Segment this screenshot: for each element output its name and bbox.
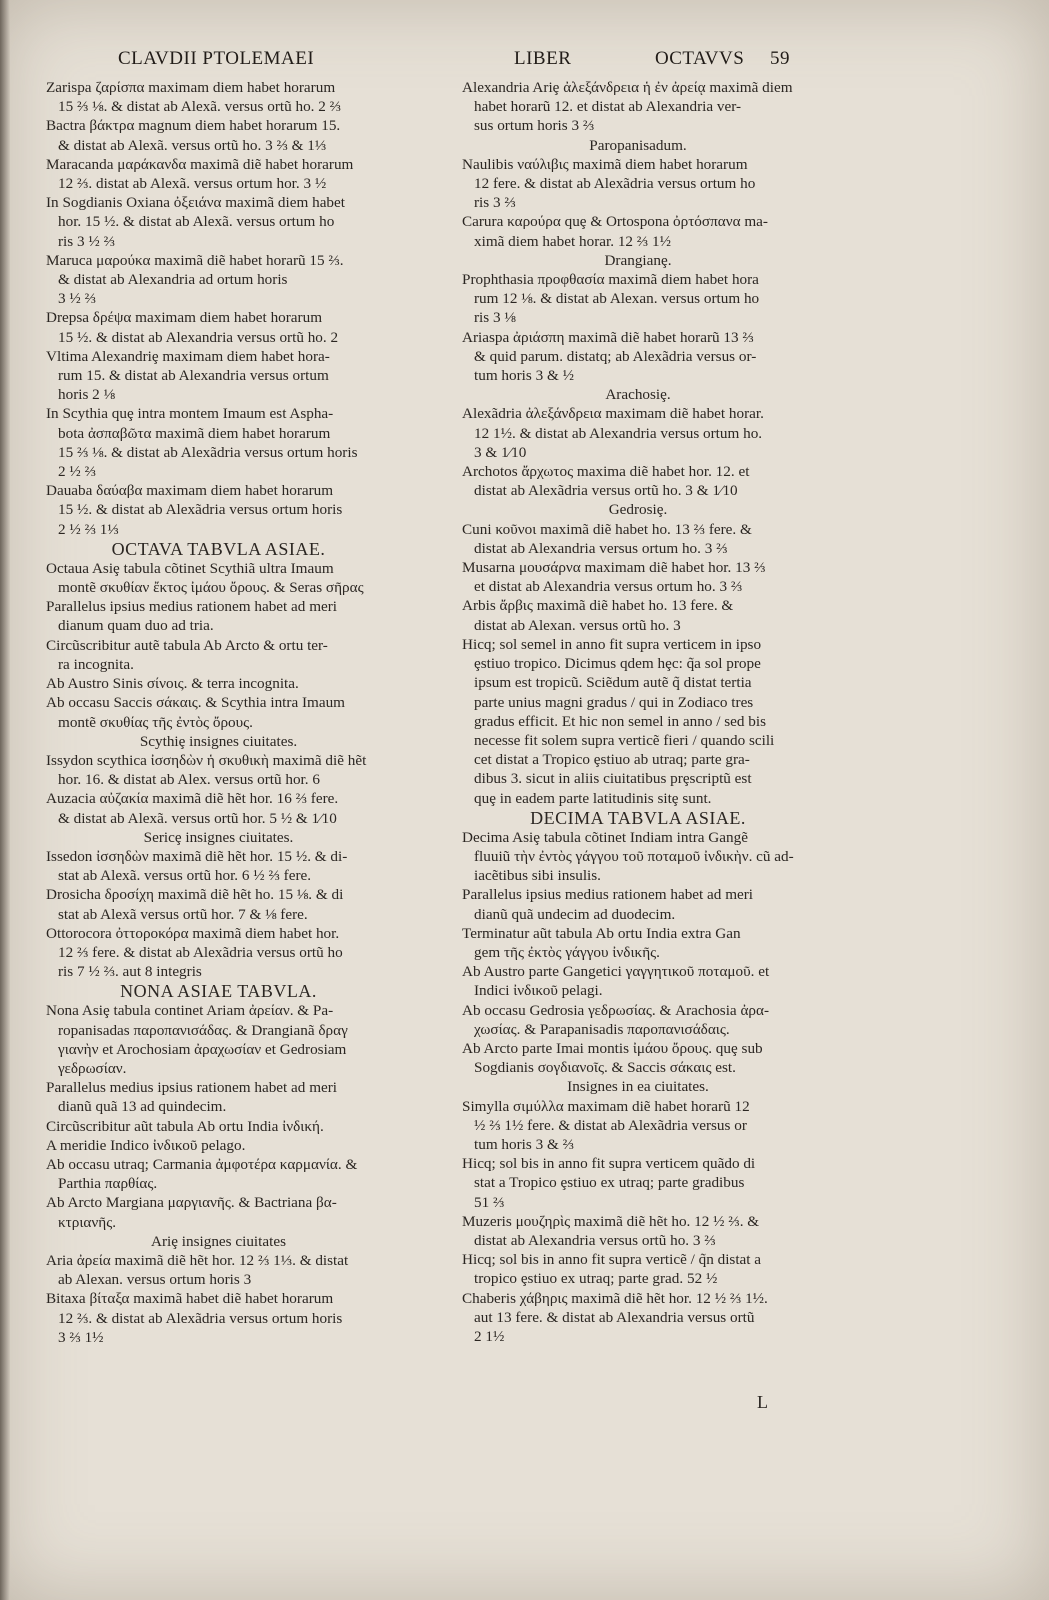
page-number: 59 — [770, 48, 790, 69]
text-line: parte unius magni gradus / qui in Zodiaco tres — [474, 693, 754, 711]
text-line: dianũ quã undecim ad duodecim. — [474, 905, 676, 923]
text-line: Alexandria Ariȩ ἀλεξάνδρεια ἡ ἐν ἀρείᾳ maximã diem — [462, 79, 793, 96]
text-line: dianũ quã 13 ad quindecim. — [58, 1098, 227, 1116]
text-line: ris 3 ⅔ — [474, 194, 516, 212]
subheading: Drangianȩ. — [604, 251, 672, 269]
text-line: Sogdianis σογδιανοῖς. & Saccis σάκαις est. — [474, 1059, 736, 1077]
section-heading: DECIMA TABVLA ASIAE. — [530, 807, 746, 828]
subheading: Scythiȩ insignes ciuitates. — [139, 732, 298, 750]
text-line: & distat ab Alexã. versus ortũ hor. 5 ½ & 1⁄10 — [58, 809, 337, 827]
text-line: κτριανῆς. — [58, 1213, 116, 1231]
text-line: ȩstiuo tropico. Dicimus qdem hȩc: q̃a sol prope — [474, 655, 761, 673]
text-line: 15 ½. & distat ab Alexãdria versus ortum horis — [58, 501, 343, 519]
text-line: 2 1½ — [474, 1328, 505, 1345]
text-line: Simylla σιμύλλα maximam diẽ habet horarũ 12 — [462, 1097, 750, 1115]
text-line: stat ab Alexã versus ortũ hor. 7 & ⅛ fere. — [58, 905, 308, 923]
text-line: Circũscribitur aũt tabula Ab ortu India ἰνδική. — [46, 1117, 324, 1135]
text-line: Parallelus medius ipsius rationem habet ad meri — [46, 1079, 338, 1097]
text-line: Issedon ἰσσηδὼν maximã diẽ hẽt hor. 15 ½. & di- — [46, 847, 348, 865]
text-line: ris 3 ½ ⅔ — [58, 232, 115, 250]
text-line: 12 ⅔. distat ab Alexã. versus ortum hor. 3 ½ — [58, 175, 327, 193]
text-line: Maracanda μαράκανδα maximã diẽ habet horarum — [46, 155, 354, 173]
text-line: dianum quam duo ad tria. — [58, 617, 214, 635]
text-line: χωσίας. & Parapanisadis παροπανισάδαις. — [474, 1020, 730, 1038]
text-line: ris 3 ⅛ — [474, 309, 516, 327]
subheading: Gedrosiȩ. — [608, 501, 668, 519]
text-line: Maruca μαρούκα maximã diẽ habet horarũ 15 ⅔. — [46, 251, 344, 269]
text-line: Cuni κοῦνοι maximã diẽ habet ho. 13 ⅔ fere. & — [462, 520, 752, 538]
text-line: In Scythia quȩ intra montem Imaum est Aspha- — [46, 405, 334, 423]
text-line: iacẽtibus sibi insulis. — [474, 867, 601, 885]
text-line: 2 ½ ⅔ — [58, 463, 96, 481]
text-line: necesse fit solem supra verticẽ fieri / quando scili — [474, 731, 775, 749]
text-line: quȩ in eadem parte latitudinis sitȩ sunt. — [474, 789, 712, 807]
text-line: rum 15. & distat ab Alexandria versus ortum — [58, 367, 329, 385]
section-heading: OCTAVA TABVLA ASIAE. — [111, 538, 326, 559]
page-gutter — [0, 0, 10, 1600]
text-line: Drepsa δρέψα maximam diem habet horarum — [46, 309, 323, 327]
text-line: Octaua Asiȩ tabula cõtinet Scythiã ultra Imaum — [46, 559, 334, 577]
text-line: Vltima Alexandriȩ maximam diem habet hora- — [46, 347, 330, 365]
text-line: stat a Tropico ȩstiuo ex utraq; parte gradibus — [474, 1174, 745, 1192]
text-line: In Sogdianis Oxiana ὀξειάνα maximã diem habet — [46, 194, 345, 212]
subheading: Arachosiȩ. — [605, 386, 671, 404]
text-line: Parallelus ipsius medius rationem habet ad meri — [462, 886, 754, 904]
text-line: Dauaba δαύαβα maximam diem habet horarum — [46, 482, 334, 500]
text-line: montẽ σκυθίας τῆς ἐντὸς ὄρους. — [58, 713, 253, 731]
subheading: Insignes in ea ciuitates. — [567, 1078, 709, 1096]
text-line: tropico ȩstiuo ex utraq; parte grad. 52 ½ — [474, 1270, 718, 1288]
text-line: 3 & 1⁄10 — [474, 443, 527, 461]
text-line: Indici ἰνδικοῦ pelagi. — [474, 982, 603, 1000]
text-line: gradus efficit. Et hic non semel in anno / sed bis — [474, 712, 767, 730]
text-line: horis 2 ⅛ — [58, 386, 115, 404]
text-line: Decima Asiȩ tabula cõtinet Indiam intra Gangẽ — [462, 828, 748, 846]
text-line: gem τῆς ἐκτὸς γάγγου ἰνδικῆς. — [474, 943, 660, 961]
running-head-left: CLAVDII PTOLEMAEI — [118, 48, 315, 69]
text-line: 15 ½. & distat ab Alexandria versus ortũ ho. 2 — [58, 328, 339, 346]
text-line: dibus 3. sicut in aliis ciuitatibus prȩscriptũ est — [474, 770, 752, 788]
text-line: γεδρωσίαν. — [58, 1059, 127, 1077]
text-line: montẽ σκυθίαν ἔκτος ἰμάου ὄρους. & Seras σῆρας — [58, 579, 364, 597]
text-line: fluuiũ τὴν ἐντὸς γάγγου τοῦ ποταμοῦ ἰνδικὴν. cũ ad- — [474, 847, 794, 865]
text-line: Ab Austro parte Gangetici γαγγητικοῦ ποταμοῦ. et — [462, 963, 770, 981]
text-line: γιανὴν et Arochosiam ἀραχωσίαν et Gedrosiam — [58, 1040, 347, 1058]
text-line: Parthia παρθίας. — [58, 1175, 158, 1193]
text-line: 3 ½ ⅔ — [58, 290, 96, 308]
text-line: Muzeris μουζηρὶς maximã diẽ hẽt ho. 12 ½ ⅔. & — [462, 1212, 760, 1230]
text-line: & distat ab Alexã. versus ortũ ho. 3 ⅔ & 1⅓ — [58, 136, 327, 154]
text-line: 15 ⅔ ⅛. & distat ab Alexãdria versus ortum horis — [58, 443, 358, 461]
text-line: Prophthasia προφθασία maximã diem habet hora — [462, 271, 759, 289]
text-line: Issydon scythica ἰσσηδὼν ἡ σκυθικὴ maximã diẽ hẽt — [46, 751, 367, 769]
left-text-column — [46, 78, 391, 1347]
text-line: 12 fere. & distat ab Alexãdria versus ortum ho — [474, 175, 756, 193]
right-text-column — [462, 78, 814, 1346]
text-line: distat ab Alexandria versus ortũ ho. 3 ⅔ — [474, 1231, 716, 1249]
text-line: 15 ⅔ ⅛. & distat ab Alexã. versus ortũ ho. 2 ⅔ — [58, 98, 342, 116]
text-line: Arbis ἄρβις maximã diẽ habet ho. 13 fere. & — [462, 597, 734, 615]
text-line: ropanisadas παροπανισάδας. & Drangianã δραγ — [58, 1021, 348, 1039]
subheading: Ariȩ insignes ciuitates — [151, 1232, 286, 1250]
text-line: distat ab Alexan. versus ortũ ho. 3 — [474, 616, 681, 634]
text-line: aut 13 fere. & distat ab Alexandria versus ortũ — [474, 1308, 755, 1326]
text-line: 51 ⅔ — [474, 1193, 505, 1211]
text-line: Bitaxa βίταξα maximã habet diẽ habet horarum — [46, 1290, 334, 1308]
section-heading: NONA ASIAE TABVLA. — [120, 981, 317, 1002]
text-line: ra incognita. — [58, 655, 134, 673]
text-line: Chaberis χάβηρις maximã diẽ hẽt hor. 12 ½ ⅔ 1½. — [462, 1289, 768, 1307]
text-line: ½ ⅔ 1½ fere. & distat ab Alexãdria versus or — [474, 1116, 747, 1134]
text-line: stat ab Alexã. versus ortũ hor. 6 ½ ⅔ fere. — [58, 867, 312, 885]
text-line: Ariaspa ἀριάσπη maximã diẽ habet horarũ 13 ⅔ — [462, 328, 754, 346]
text-line: ximã diem habet horar. 12 ⅔ 1½ — [474, 232, 671, 250]
text-line: Ab occasu Gedrosia γεδρωσίας. & Arachosia ἀρα- — [462, 1001, 770, 1019]
text-line: Auzacia αὐζακία maximã diẽ hẽt hor. 16 ⅔ fere. — [46, 790, 339, 808]
text-line: Terminatur aũt tabula Ab ortu India extra Gan — [462, 924, 741, 942]
text-line: hor. 15 ½. & distat ab Alexã. versus ortum ho — [58, 213, 335, 231]
text-line: Nona Asiȩ tabula continet Ariam ἀρείαν. & Pa- — [46, 1002, 334, 1020]
running-head-octavus: OCTAVVS — [655, 48, 745, 69]
text-line: Ab Arcto parte Imai montis ἰμάου ὄρους. quȩ sub — [462, 1039, 763, 1057]
text-line: Ottorocora ὀττοροκόρα maximã diem habet hor. — [46, 924, 340, 942]
text-line: Circũscribitur autẽ tabula Ab Arcto & ortu ter- — [46, 636, 328, 654]
text-line: Zarispa ζαρίσπα maximam diem habet horarum — [46, 79, 336, 96]
text-line: & distat ab Alexandria ad ortum horis — [58, 271, 288, 289]
text-line: cet distat a Tropico ȩstiuo ab utraq; parte gra- — [474, 751, 750, 769]
text-line: hor. 16. & distat ab Alex. versus ortũ hor. 6 — [58, 771, 320, 789]
text-line: ab Alexan. versus ortum horis 3 — [58, 1271, 252, 1289]
text-line: rum 12 ⅛. & distat ab Alexan. versus ortum ho — [474, 290, 760, 308]
text-line: 12 ⅔ fere. & distat ab Alexãdria versus ortũ ho — [58, 943, 343, 961]
text-line: habet horarũ 12. et distat ab Alexandria ver- — [474, 98, 742, 116]
text-line: 3 ⅔ 1½ — [58, 1328, 104, 1346]
text-line: 2 ½ ⅔ 1⅓ — [58, 520, 119, 538]
text-line: bota ἀσπαβῶτα maximã diem habet horarum — [58, 424, 331, 442]
text-line: Ab occasu Saccis σάκαις. & Scythia intra Imaum — [46, 694, 345, 712]
text-line: 12 ⅔. & distat ab Alexãdria versus ortum horis — [58, 1309, 343, 1327]
text-line: Alexãdria ἀλεξάνδρεια maximam diẽ habet horar. — [462, 405, 764, 423]
text-line: Hicq; sol semel in anno fit supra verticem in ipso — [462, 635, 762, 653]
text-line: Naulibis ναύλιβις maximã diem habet horarum — [462, 155, 748, 173]
text-line: Carura καρούρα quȩ & Ortospona ὀρτόσπανα ma- — [462, 213, 768, 231]
text-line: Bactra βάκτρα magnum diem habet horarum 15. — [46, 117, 341, 135]
text-line: Ab Arcto Margiana μαργιανῆς. & Bactriana βα- — [46, 1194, 337, 1212]
text-line: tum horis 3 & ½ — [474, 367, 574, 385]
subheading: Sericȩ insignes ciuitates. — [143, 828, 294, 846]
text-line: Archotos ἄρχωτος maxima diẽ habet hor. 12. et — [462, 463, 750, 481]
text-line: Aria ἀρεία maximã diẽ hẽt hor. 12 ⅔ 1⅓. & distat — [46, 1251, 349, 1269]
text-line: Parallelus ipsius medius rationem habet ad meri — [46, 598, 338, 616]
text-line: Drosicha δροσίχη maximã diẽ hẽt ho. 15 ⅛. & di — [46, 886, 344, 904]
text-line: ris 7 ½ ⅔. aut 8 integris — [58, 963, 202, 981]
text-line: sus ortum horis 3 ⅔ — [474, 117, 595, 135]
text-line: A meridie Indico ἰνδικοῦ pelago. — [46, 1136, 246, 1154]
text-line: Hicq; sol bis in anno fit supra verticem quãdo di — [462, 1155, 756, 1173]
text-line: Musarna μουσάρνα maximam diẽ habet hor. 13 ⅔ — [462, 559, 766, 577]
text-line: ipsum est tropicũ. Sciẽdum autẽ q̃ distat tertia — [474, 674, 752, 692]
text-line: 12 1½. & distat ab Alexandria versus ortum ho. — [474, 424, 763, 442]
text-line: distat ab Alexãdria versus ortũ ho. 3 & 1⁄10 — [474, 482, 738, 500]
subheading: Paropanisadum. — [589, 136, 687, 154]
text-line: et distat ab Alexandria versus ortum ho. 3 ⅔ — [474, 578, 743, 596]
signature-mark: L — [757, 1392, 768, 1412]
text-line: Ab occasu utraq; Carmania ἀμφοτέρα καρμανία. & — [46, 1155, 358, 1173]
text-line: & quid parum. distatq; ab Alexãdria versus or- — [474, 347, 757, 365]
text-line: Hicq; sol bis in anno fit supra verticẽ / q̃n distat a — [462, 1251, 762, 1269]
text-line: Ab Austro Sinis σίνοις. & terra incognita. — [46, 675, 299, 693]
text-line: tum horis 3 & ⅔ — [474, 1135, 574, 1153]
text-line: distat ab Alexandria versus ortum ho. 3 ⅔ — [474, 539, 728, 557]
running-head-liber: LIBER — [514, 48, 572, 69]
